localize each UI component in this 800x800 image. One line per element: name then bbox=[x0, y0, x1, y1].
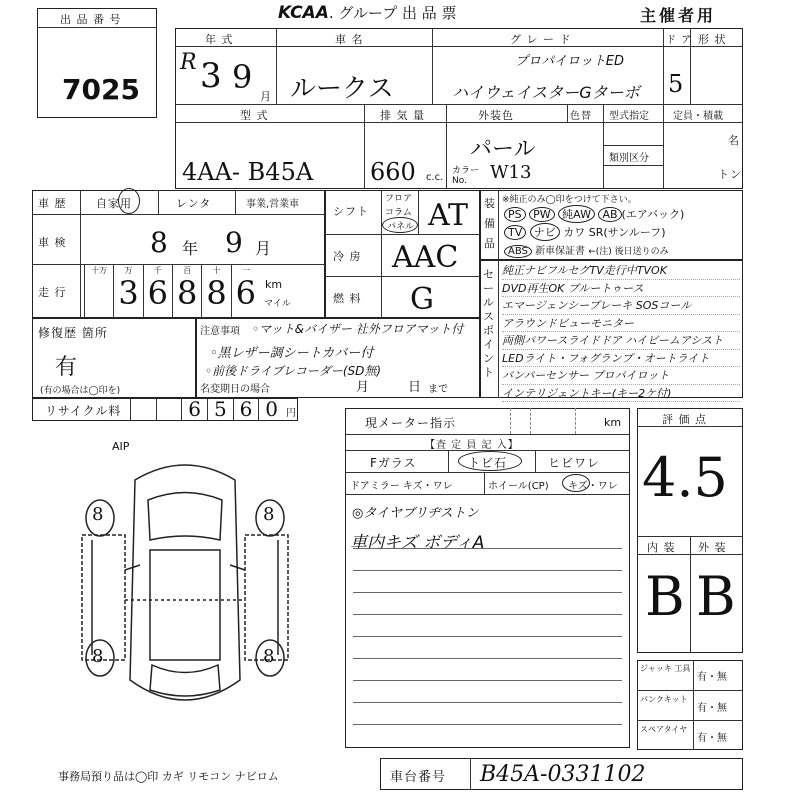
chip-label: トビ石 bbox=[468, 456, 508, 470]
equip-ab: AB bbox=[598, 207, 621, 222]
inspection-year: 8 bbox=[150, 226, 168, 259]
inspector-comment1: ◎タイヤブリヂストン bbox=[352, 506, 479, 521]
inspector-title: 【査 定 員 記 入】 bbox=[425, 440, 519, 451]
sales-points-label: セールスポイント bbox=[483, 268, 494, 379]
type-designation-label: 型式指定 bbox=[609, 111, 649, 122]
mileage-digit: 8 bbox=[176, 274, 198, 312]
title-suffix: . グループ 出 品 票 bbox=[328, 4, 457, 22]
sales-point-line: 純正ナビフルセグTV走行中TVOK bbox=[502, 262, 740, 280]
wheel-label: ホイール(CP) bbox=[488, 481, 549, 492]
equip-pw: PW bbox=[529, 207, 555, 222]
equip-tv: TV bbox=[504, 225, 526, 240]
tool-row bbox=[637, 690, 743, 720]
wheel-selected-circle bbox=[562, 474, 590, 492]
f-glass-label: Fガラス bbox=[370, 456, 417, 470]
brand-logo: KCAA bbox=[278, 3, 329, 23]
capacity-persons-unit: 名 bbox=[728, 134, 740, 147]
office-note: 事務局預り品は◯印 カギ リモコン ナビロム bbox=[58, 770, 279, 783]
mileage-km-unit: km bbox=[265, 278, 283, 291]
tool-label: パンクキット bbox=[640, 695, 688, 704]
lot-number: 7025 bbox=[62, 73, 140, 106]
cc-unit: c.c. bbox=[426, 172, 444, 183]
exterior-label: 外 装 bbox=[698, 541, 727, 554]
tread-fr: 8 bbox=[263, 504, 275, 525]
inspection-month-unit: 月 bbox=[255, 239, 273, 258]
inspection-month: 9 bbox=[225, 226, 243, 259]
deadline-label: 名変期日の場合 bbox=[200, 384, 270, 395]
doors-value: 5 bbox=[668, 70, 684, 98]
deadline-month-unit: 月 bbox=[356, 380, 370, 395]
exterior-grade: B bbox=[696, 565, 736, 628]
capacity-tons-unit: トン bbox=[718, 168, 742, 181]
month-value: 9 bbox=[232, 58, 253, 96]
deadline-day-unit: 日 bbox=[408, 380, 422, 395]
mileage-digit-header: 百 bbox=[183, 266, 192, 275]
equipment-row1: PS PW 純AW AB (エアバック) bbox=[504, 205, 684, 223]
recycle-digits bbox=[130, 398, 284, 421]
equip-sr: SR bbox=[588, 226, 604, 239]
tools-list bbox=[637, 660, 743, 750]
recycle-digit bbox=[130, 398, 156, 421]
equip-warranty-note: ←(注) 後日送りのみ bbox=[588, 247, 669, 257]
color-no-label: カラー No. bbox=[452, 166, 480, 186]
equip-warranty: 新車保証書 bbox=[535, 246, 586, 257]
wheel-damage-label: キズ・ワレ bbox=[568, 481, 618, 492]
lot-number-label: 出 品 番 号 bbox=[60, 13, 122, 26]
shift-option-floor: フロア bbox=[385, 194, 413, 204]
mileage-digit-cell bbox=[231, 264, 260, 318]
mileage-digit-cell bbox=[172, 264, 201, 318]
shift-label: シフト bbox=[333, 205, 369, 218]
recycle-digit: 6 bbox=[181, 398, 207, 421]
ruled-line bbox=[353, 724, 622, 725]
tool-row bbox=[637, 660, 743, 690]
mileage-digit: 6 bbox=[147, 274, 168, 312]
chip-selected-circle bbox=[458, 451, 522, 471]
organizer-label: 主催者用 bbox=[640, 6, 717, 25]
mileage-digit: 8 bbox=[206, 274, 227, 312]
ac-label: 冷 房 bbox=[333, 250, 362, 263]
mileage-digit: 3 bbox=[118, 274, 139, 312]
sales-point-line: DVD再生OK ブルートゥース bbox=[502, 280, 740, 298]
ruled-line bbox=[353, 680, 622, 681]
chassis-label: 車台番号 bbox=[390, 770, 447, 785]
equipment-note: ※純正のみ◯印をつけて下さい。 bbox=[502, 195, 637, 205]
car-diagram bbox=[70, 440, 300, 740]
tool-label: ジャッキ 工具 bbox=[640, 664, 691, 673]
tread-rl: 8 bbox=[92, 646, 104, 667]
deadline-suffix: まで bbox=[428, 384, 448, 395]
car-name: ルークス bbox=[290, 74, 394, 104]
ruled-line bbox=[353, 592, 622, 593]
ac-value: AAC bbox=[392, 240, 459, 275]
shift-value: AT bbox=[428, 198, 469, 233]
history-label: 車 歴 bbox=[38, 197, 67, 210]
grade-label: グ レ ー ド bbox=[510, 33, 572, 46]
mileage-digit-cell bbox=[84, 264, 113, 318]
lot-number-box bbox=[37, 8, 157, 118]
recycle-label: リサイクル料 bbox=[45, 404, 122, 418]
equip-navi: ナビ bbox=[530, 223, 560, 241]
mileage-digit-header: 一 bbox=[241, 266, 250, 275]
airbag-mark: AIP bbox=[112, 440, 130, 453]
recycle-digit: 0 bbox=[258, 398, 284, 421]
shift-option-column: コラム bbox=[385, 208, 412, 218]
exterior-color-label: 外装色 bbox=[478, 109, 514, 122]
ruled-line bbox=[353, 614, 622, 615]
mileage-label: 走 行 bbox=[38, 286, 67, 299]
evaluation-label: 評 価 点 bbox=[662, 413, 707, 426]
inspector-comment2: 車内キズ ボディA bbox=[350, 533, 485, 553]
year-value: 3 bbox=[200, 56, 222, 96]
inspection-label: 車 検 bbox=[38, 236, 67, 249]
category-label: 類別区分 bbox=[609, 153, 649, 164]
sales-point-line: LEDライト・フォグランプ・オートライト bbox=[502, 350, 740, 368]
ruled-line bbox=[353, 570, 622, 571]
shift-selected-circle bbox=[382, 217, 418, 233]
doors-label: ド ア bbox=[666, 35, 693, 46]
color-no-value: W13 bbox=[490, 162, 532, 183]
displacement-label: 排 気 量 bbox=[380, 109, 425, 122]
recycle-digit: 6 bbox=[233, 398, 259, 421]
tool-row bbox=[637, 720, 743, 750]
model-value: 4AA- B45A bbox=[182, 158, 314, 186]
ruled-line bbox=[353, 636, 622, 637]
crack-label: ヒビワレ bbox=[548, 456, 601, 470]
recycle-digit bbox=[156, 398, 182, 421]
sales-point-line: バンパーセンサー プロパイロット bbox=[502, 367, 740, 385]
inspector-ruled-lines bbox=[345, 520, 630, 748]
sales-points-list bbox=[502, 262, 740, 402]
interior-label: 内 装 bbox=[647, 541, 676, 554]
displacement-value: 660 bbox=[370, 158, 416, 186]
grade-line1: プロパイロットED bbox=[515, 54, 624, 69]
year-era: R bbox=[180, 50, 197, 75]
year-label: 年 式 bbox=[205, 33, 234, 46]
repair-label: 修復歴 箇所 bbox=[38, 326, 108, 340]
sales-point-line: エマージェンシーブレーキ SOSコール bbox=[502, 297, 740, 315]
history-option-business: 事業,営業車 bbox=[246, 199, 300, 210]
page-title bbox=[278, 2, 457, 23]
equip-leather: カワ bbox=[563, 226, 586, 239]
ruled-line bbox=[353, 548, 622, 549]
history-option-private: 自家用 bbox=[96, 197, 132, 210]
color-change-label: 色替 bbox=[570, 111, 592, 122]
exterior-color-value: パール bbox=[470, 137, 536, 162]
equip-ps: PS bbox=[504, 207, 526, 222]
notes-line2: ◦黒レザー調シートカバー付 bbox=[210, 346, 374, 361]
mileage-digit-header: 万 bbox=[124, 266, 133, 275]
ruled-line bbox=[353, 702, 622, 703]
equipment-row3 bbox=[504, 242, 669, 258]
repair-note: (有の場合は◯印を) bbox=[40, 386, 121, 396]
shift-option-panel: パネル bbox=[387, 222, 415, 232]
interior-grade: B bbox=[645, 565, 685, 628]
history-selected-circle bbox=[118, 188, 140, 214]
mileage-digits bbox=[84, 264, 260, 318]
sales-point-line: アラウンドビューモニター bbox=[502, 315, 740, 333]
tread-fl: 8 bbox=[92, 504, 104, 525]
equip-abs: ABS bbox=[504, 245, 532, 258]
mileage-digit-header: 千 bbox=[153, 266, 162, 275]
meter-label: 現メーター指示 bbox=[365, 416, 457, 430]
inspection-year-unit: 年 bbox=[182, 239, 200, 258]
mileage-mile-unit: マイル bbox=[264, 299, 291, 309]
notes-line3: ◦前後ドライブレコーダー(SD無) bbox=[205, 364, 382, 378]
sales-point-line: 両側パワースライドドア ハイビームアシスト bbox=[502, 332, 740, 350]
recycle-unit: 円 bbox=[286, 408, 296, 419]
door-mirror-label: ドアミラー キズ・ワレ bbox=[350, 481, 453, 492]
mileage-digit: 6 bbox=[235, 274, 256, 312]
mileage-digit-cell bbox=[201, 264, 230, 318]
recycle-digit: 5 bbox=[207, 398, 233, 421]
mileage-digit-header: 十万 bbox=[91, 266, 108, 275]
evaluation-score: 4.5 bbox=[642, 446, 728, 509]
chassis-number: B45A-0331102 bbox=[480, 762, 646, 787]
month-unit: 月 bbox=[260, 90, 272, 103]
equipment-row2: TV ナビ カワ SR(サンルーフ) bbox=[504, 223, 666, 241]
tool-value: 有・無 bbox=[697, 672, 727, 683]
mileage-digit-cell bbox=[113, 264, 142, 318]
meter-unit: km bbox=[604, 416, 622, 429]
car-name-label: 車 名 bbox=[335, 33, 364, 46]
fuel-value: G bbox=[410, 282, 434, 317]
tread-rr: 8 bbox=[263, 646, 275, 667]
equip-aw: 純AW bbox=[558, 205, 595, 223]
sales-point-line: インテリジェントキー(キー2ケ付) bbox=[502, 385, 740, 403]
fuel-label: 燃 料 bbox=[333, 292, 362, 305]
model-label: 型 式 bbox=[240, 109, 269, 122]
mileage-digit-cell bbox=[143, 264, 172, 318]
capacity-label: 定員・積載 bbox=[673, 111, 723, 122]
repair-value: 有 bbox=[55, 355, 78, 380]
ruled-line bbox=[353, 658, 622, 659]
equipment-label: 装備品 bbox=[484, 197, 495, 250]
tool-label: スペアタイヤ bbox=[640, 725, 688, 734]
tool-value: 有・無 bbox=[697, 703, 727, 714]
notes-line1: ◦マット&バイザー 社外フロアマット付 bbox=[252, 322, 464, 336]
shape-label: 形 状 bbox=[698, 33, 727, 46]
mileage-digit-header: 十 bbox=[212, 266, 221, 275]
tool-value: 有・無 bbox=[697, 733, 727, 744]
grade-line2: ハイウェイスターGターボ bbox=[452, 83, 640, 102]
history-option-rental: レンタ bbox=[176, 197, 212, 210]
notes-label: 注意事項 bbox=[200, 326, 240, 337]
